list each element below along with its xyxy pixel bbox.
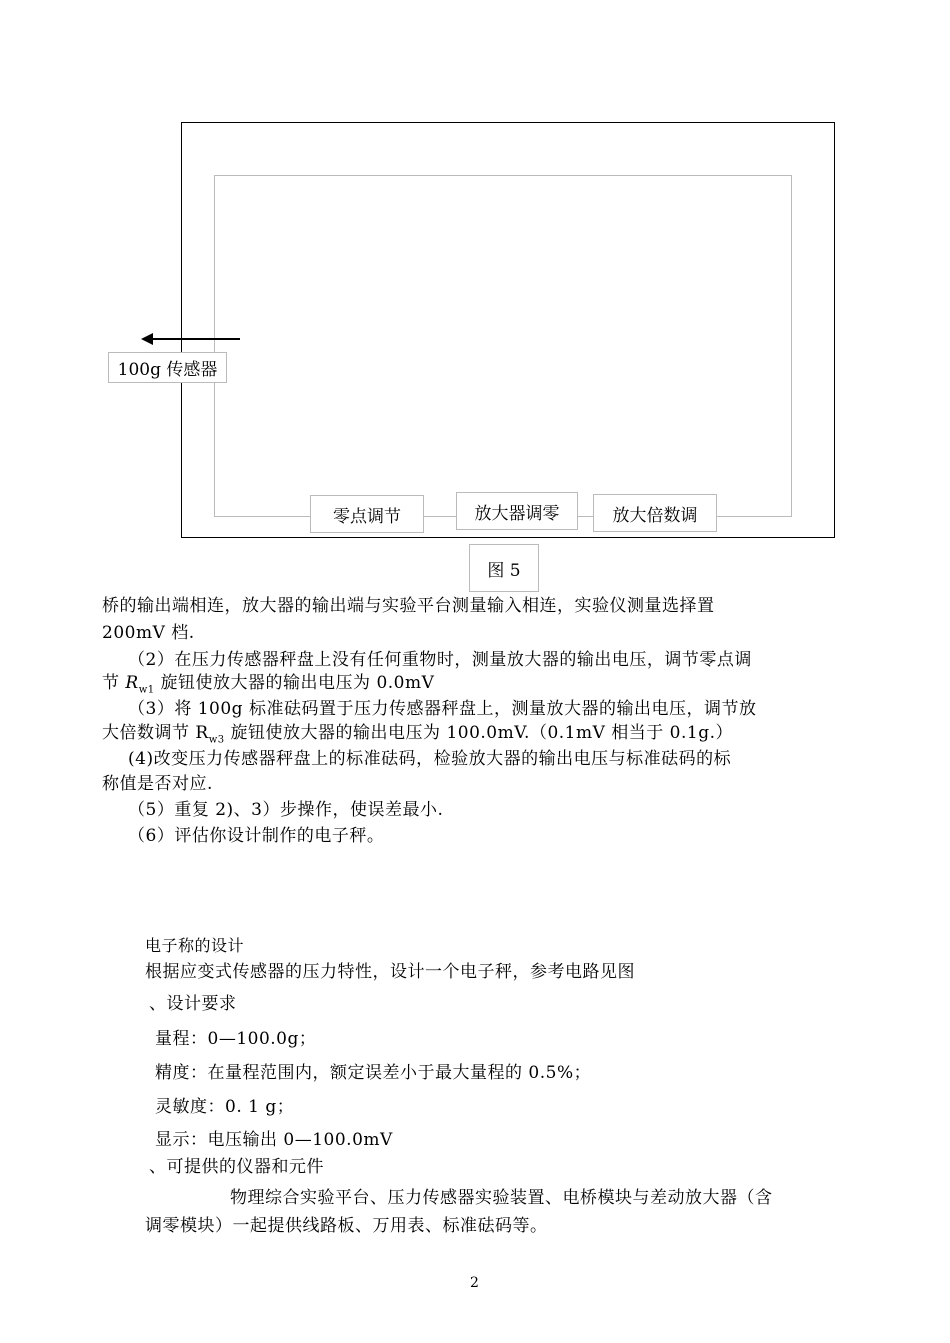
design-intro: 根据应变式传感器的压力特性，设计一个电子秤，参考电路见图: [145, 962, 635, 982]
equipment-line-1: 物理综合实验平台、压力传感器实验装置、电桥模块与差动放大器（含: [230, 1188, 773, 1208]
subscript-w3: w3: [208, 734, 225, 746]
amp-zero-label: 放大器调零: [456, 492, 578, 530]
page-number: 2: [470, 1275, 479, 1291]
arrow-left-icon: [141, 333, 153, 345]
step-4-line-2: 称值是否对应.: [102, 774, 213, 794]
req-display: 显示：电压输出 0—100.0mV: [155, 1130, 393, 1150]
sensor-label: 100g 传感器: [108, 352, 227, 383]
subscript-w1: w1: [138, 684, 155, 696]
equipment-heading: 、可提供的仪器和元件: [149, 1157, 324, 1177]
step-3-line-2: 大倍数调节 $R_{w3}$ 旋钮使放大器的输出电压为 100.0mV.（0.1mV 相当于 0.1g.）: [102, 723, 734, 746]
requirements-heading: 、设计要求: [149, 994, 237, 1014]
req-range: 量程：0—100.0g；: [155, 1029, 317, 1049]
figure-caption: 图 5: [469, 544, 539, 592]
amp-gain-label: 放大倍数调: [593, 494, 717, 532]
step-3-line-1: （3）将 100g 标准砝码置于压力传感器秤盘上，测量放大器的输出电压，调节放: [128, 699, 757, 719]
step-4-line-1: (4)改变压力传感器秤盘上的标准砝码，检验放大器的输出电压与标准砝码的标: [128, 749, 732, 769]
arrow-shaft: [152, 338, 240, 340]
procedure-line-1: 桥的输出端相连，放大器的输出端与实验平台测量输入相连，实验仪测量选择置: [102, 596, 715, 616]
figure-inner-frame: [214, 175, 792, 517]
step-2-line-2: 节 $R_{w1}$ 旋钮使放大器的输出电压为 0.0mV: [102, 673, 435, 696]
step-5: （5）重复 2)、3）步操作，使误差最小.: [128, 800, 444, 820]
req-precision: 精度：在量程范围内，额定误差小于最大量程的 0.5%；: [155, 1063, 592, 1083]
zero-adjust-label: 零点调节: [310, 495, 424, 533]
variable-r: R: [125, 673, 139, 693]
design-heading: 电子称的设计: [145, 936, 245, 955]
procedure-line-2: 200mV 档.: [102, 623, 195, 643]
step-6: （6）评估你设计制作的电子秤。: [128, 826, 385, 846]
req-sensitivity: 灵敏度：0. 1 g；: [155, 1097, 295, 1117]
step-2-line-1: （2）在压力传感器秤盘上没有任何重物时，测量放大器的输出电压，调节零点调: [128, 650, 752, 670]
equipment-line-2: 调零模块）一起提供线路板、万用表、标准砝码等。: [145, 1216, 548, 1236]
